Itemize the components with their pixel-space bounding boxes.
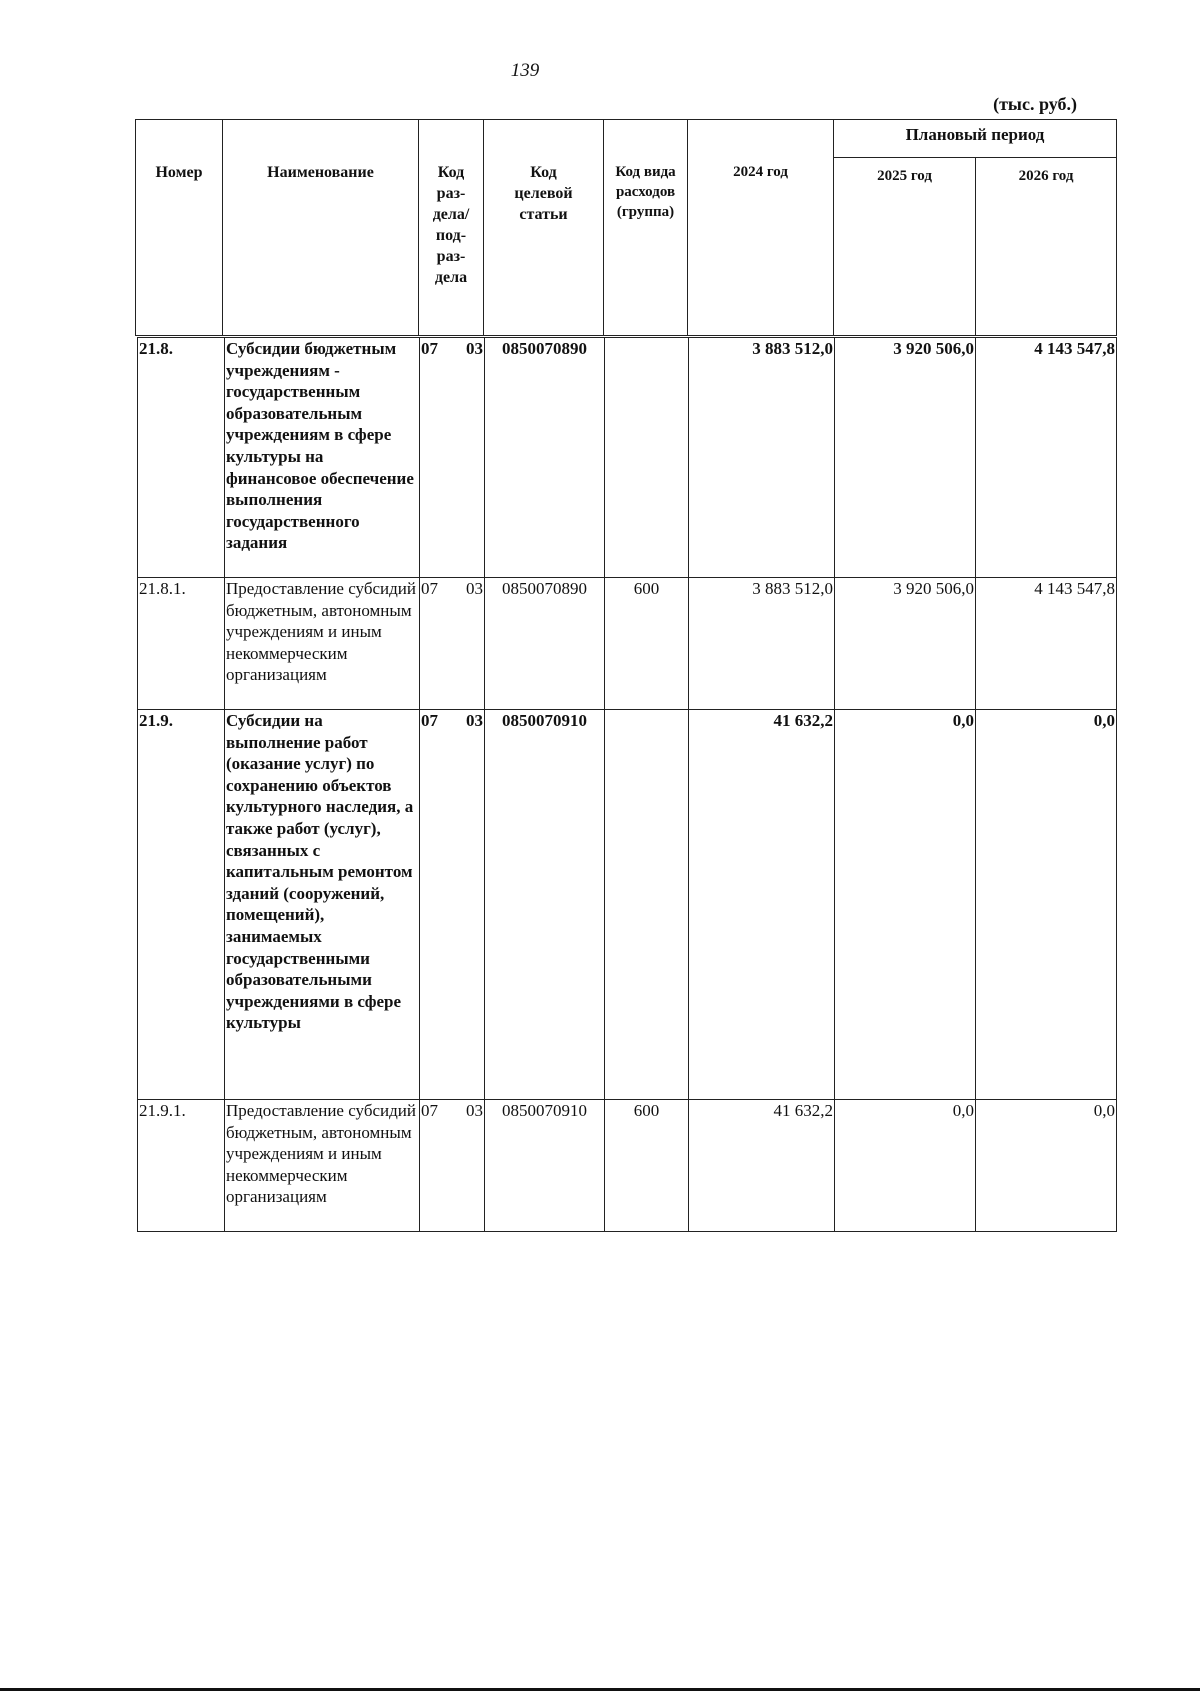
table-row [138,710,1117,1100]
row-2024: 41 632,2 [689,1100,835,1232]
table-row [138,338,1117,578]
header-number: Номер [136,120,223,336]
header-target-code: Код целевой статьи [484,120,604,336]
row-2026: 0,0 [976,710,1117,1100]
row-2025: 0,0 [835,1100,976,1232]
scan-edge-line [0,1688,1200,1691]
row-expense-code: 600 [605,578,689,710]
data-table [137,337,1117,1232]
row-name: Субсидии бюджетным учреждениям - государственным образовательным учреждениям в сфере культуры на финансовое обеспечение выполнения государственного задания [225,338,420,578]
row-2024: 3 883 512,0 [689,578,835,710]
row-2025: 3 920 506,0 [835,338,976,578]
row-name: Предоставление субсидий бюджетным, автономным учреждениям и иным некоммерческим организациям [225,1100,420,1232]
row-2024: 3 883 512,0 [689,338,835,578]
row-2025: 0,0 [835,710,976,1100]
row-number: 21.8.1. [138,578,225,710]
row-expense-code [605,710,689,1100]
row-expense-code: 600 [605,1100,689,1232]
row-number: 21.9. [138,710,225,1100]
row-target-code: 0850070890 [485,578,605,710]
page-number: 139 [510,60,540,81]
row-2026: 4 143 547,8 [976,338,1117,578]
header-expense-code: Код вида расходов (группа) [604,120,688,336]
table-row [138,578,1117,710]
row-target-code: 0850070890 [485,338,605,578]
row-target-code: 0850070910 [485,1100,605,1232]
row-name: Субсидии на выполнение работ (оказание услуг) по сохранению объектов культурного наследия, а также работ (услуг), связанных с капитальным ремонтом зданий (сооружений, помещений), занимаемых государственными образовательными учреждениями в сфере культуры [225,710,420,1100]
table-row [138,1100,1117,1232]
table-header [135,119,1117,336]
header-section-code: Код раз- дела/ под- раз- дела [419,120,484,336]
row-section-code: 07 03 [420,578,485,710]
row-section-code: 07 03 [420,710,485,1100]
header-planned-period: Плановый период [834,120,1117,158]
row-section-code: 07 03 [420,1100,485,1232]
row-target-code: 0850070910 [485,710,605,1100]
row-2024: 41 632,2 [689,710,835,1100]
header-2025: 2025 год [834,158,976,336]
row-2025: 3 920 506,0 [835,578,976,710]
row-number: 21.9.1. [138,1100,225,1232]
units-label: (тыс. руб.) [993,94,1077,114]
header-2026: 2026 год [976,158,1117,336]
row-number: 21.8. [138,338,225,578]
row-2026: 4 143 547,8 [976,578,1117,710]
row-name: Предоставление субсидий бюджетным, автономным учреждениям и иным некоммерческим организациям [225,578,420,710]
row-2026: 0,0 [976,1100,1117,1232]
header-2024: 2024 год [688,120,834,336]
row-expense-code [605,338,689,578]
header-name: Наименование [223,120,419,336]
row-section-code: 07 03 [420,338,485,578]
